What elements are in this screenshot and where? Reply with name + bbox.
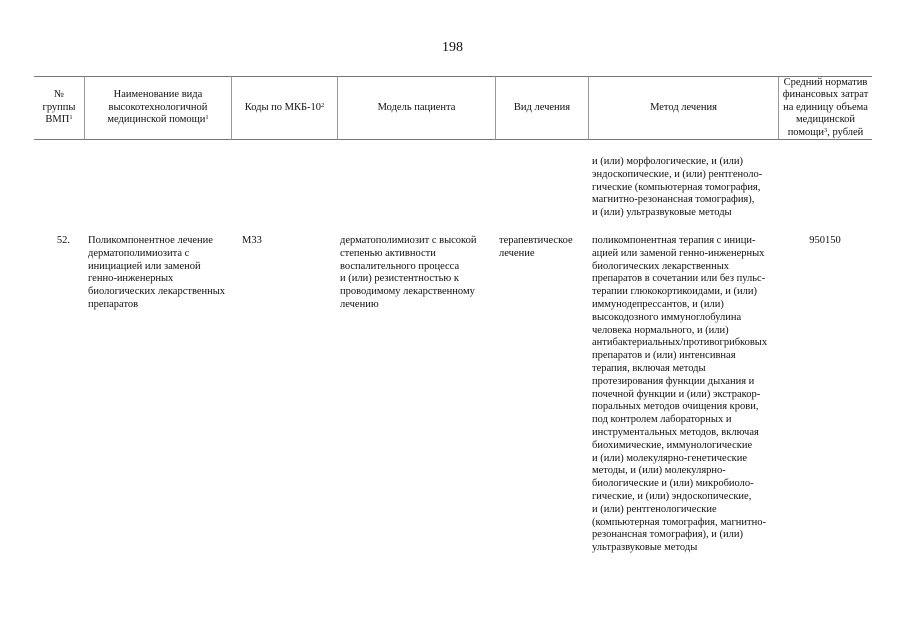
icd-code: M33 xyxy=(242,235,262,246)
patient-model: дерматополимиозит с высокой степенью активности воспалительного процесса и (или) резистентностью к проводимому лекарственному лечению xyxy=(340,235,477,310)
cost-value: 950150 xyxy=(809,235,841,246)
header-icd-codes-label: Коды по МКБ-10 xyxy=(244,101,322,113)
treatment-method: поликомпонентная терапия с иници- ацией или заменой генно-инженерных биологических лекарственных препаратов в сочетании или без пульс- терапии глюкокортикоидами, и (или) иммунодепрессантов, и (или) высокодозного иммуноглобулина человека нормального, и (или) антибактериальных/противогрибковых препаратов и (или) интенсивная терапия, включая методы протезирования функции дыхания и почечной функции и (или) экстракор- поральных методов очищения крови, под контролем лабораторных и инструментальных методов, включая биохимические, иммунологические и (или) молекулярно-генетические методы, и (или) молекулярно- биологические и (или) микробиоло- гические, и (или) эндоскопические, и (или) рентгенологические (компьютерная томография, магнитно- резонансная томография), и (или) ультразвуковые методы xyxy=(592,235,768,554)
header-group-number xyxy=(34,76,84,140)
treatment-type: терапевтическое лечение xyxy=(499,235,573,259)
header-cost-standard-label: Средний норматив финансовых затрат на единицу объема медицинской помощи xyxy=(782,76,869,138)
header-treatment-type-label: Вид лечения xyxy=(513,101,571,113)
header-icd-codes xyxy=(231,76,337,140)
footnote-marker: 1 xyxy=(69,114,73,122)
care-type-name: Поликомпонентное лечение дерматополимиозита с инициацией или заменой генно-инженерных биологических лекарственных препаратов xyxy=(88,235,226,310)
header-care-type-label: Наименование вида высокотехнологичной медицинской помощи xyxy=(107,89,208,126)
header-cost-standard-suffix: , рублей xyxy=(827,126,864,138)
header-patient-model xyxy=(337,76,495,140)
header-treatment-type xyxy=(495,76,588,140)
header-treatment-method xyxy=(588,76,778,140)
group-number: 52. xyxy=(56,235,70,246)
footnote-marker: 3 xyxy=(823,126,828,134)
header-patient-model-label: Модель пациента xyxy=(377,101,456,113)
footnote-marker: 1 xyxy=(205,114,209,122)
header-care-type xyxy=(84,76,231,140)
header-treatment-method-label: Метод лечения xyxy=(650,101,717,113)
footnote-marker: 2 xyxy=(321,101,325,109)
header-cost-standard xyxy=(778,76,872,140)
page-number: 198 xyxy=(442,40,463,55)
method-continuation: и (или) морфологические, и (или) эндоскопические, и (или) рентгеноло- гические (компьютерная томография, магнитно-резонансная томография), и (или) ультразвуковые методы xyxy=(592,156,763,219)
header-group-number-label: № группы ВМП xyxy=(42,89,76,126)
